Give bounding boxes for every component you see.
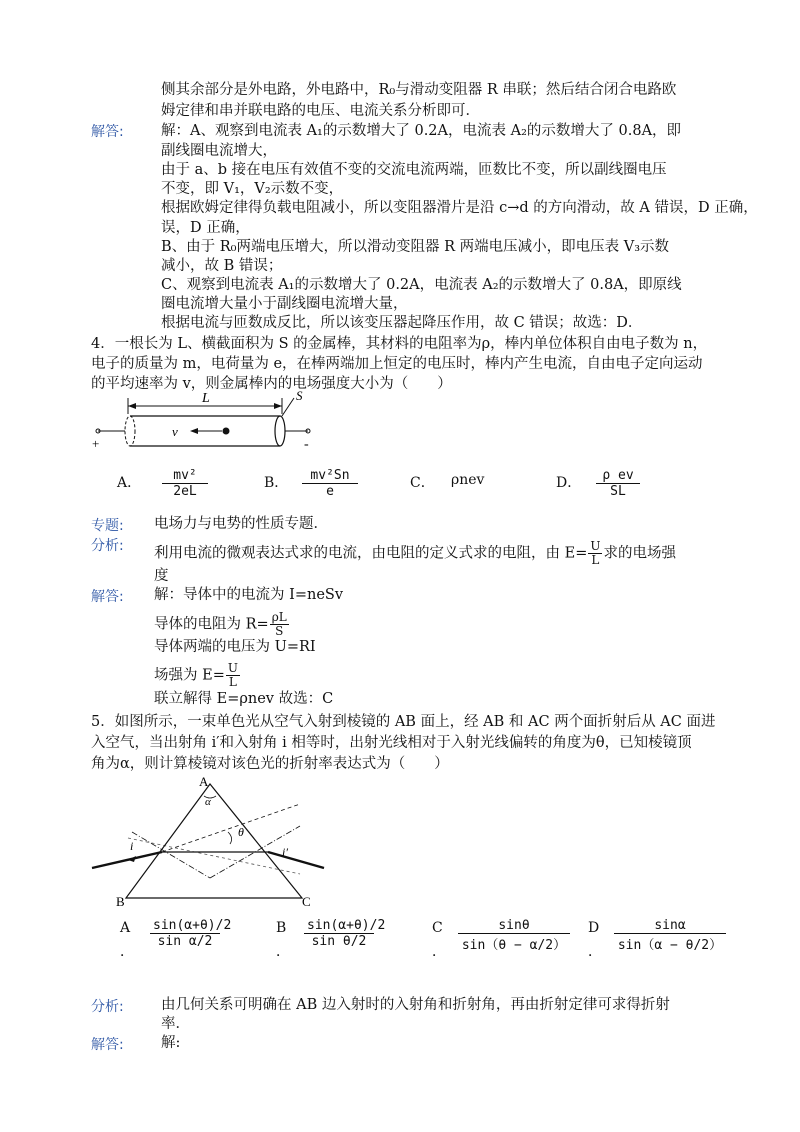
q5-analysis-line: 由几何关系可明确在 AB 边入射时的入射角和折射角，再由折射定律可求得折射	[161, 997, 670, 1013]
q4-analysis-line-2: 度	[154, 568, 169, 584]
q4-option-a-label[interactable]: A．	[117, 475, 142, 491]
label-S: S	[296, 388, 303, 403]
analysis-label: 分析:	[91, 538, 124, 554]
apex-angle-alpha: α	[205, 796, 211, 808]
answer-label: 解答:	[91, 1037, 124, 1053]
prev-analysis-line-2: 姆定律和串并联电路的电压、电流关系分析即可．	[161, 103, 480, 119]
prev-answer-line: 根据电流与匝数成反比，所以该变压器起降压作用，故 C 错误；故选：D．	[161, 315, 643, 331]
q5-option-c-formula[interactable]: sinθ sin（θ − α/2）	[458, 918, 570, 953]
prev-answer-line: C、观察到电流表 A₁的示数增大了 0.2A，电流表 A₂的示数增大了 0.8A，即原线	[161, 277, 682, 293]
vertex-A: A	[199, 774, 209, 789]
electron-dot	[223, 428, 230, 435]
prev-answer-line: 减小，故 B 错误；	[161, 258, 283, 274]
q4-option-c-label[interactable]: C．	[410, 475, 435, 491]
q5-option-a-label[interactable]: A	[120, 920, 131, 936]
topic-label: 专题:	[91, 518, 124, 534]
prev-answer-line: 副线圈电流增大，	[161, 143, 277, 159]
q4-answer-line: 导体两端的电压为 U=RI	[154, 639, 316, 655]
q4-stem-line: 的平均速率为 v，则金属棒内的电场强度大小为（ ）	[91, 376, 452, 392]
q4-option-d-label[interactable]: D．	[556, 475, 582, 491]
q4-topic: 电场力与电势的性质专题．	[154, 516, 328, 532]
plus-terminal: +	[92, 436, 100, 451]
prev-answer-line: 不变，即 V₁，V₂示数不变，	[161, 181, 344, 197]
prev-answer-line: B、由于 R₀两端电压增大，所以滑动变阻器 R 两端电压减小，即电压表 V₃示数	[161, 239, 670, 255]
q4-answer-line: 解：导体中的电流为 I=neSv	[154, 587, 344, 603]
q5-stem-line: 5．如图所示，一束单色光从空气入射到棱镜的 AB 面上，经 AB 和 AC 两个面折射后从 AC 面进	[91, 714, 716, 730]
prev-answer-line: 根据欧姆定律得负载电阻减小，所以变阻器滑片是沿 c→d 的方向滑动，故 A 错误，D 正确，	[161, 200, 758, 216]
prev-answer-line: 由于 a、b 接在电压有效值不变的交流电流两端，匝数比不变，所以副线圈电压	[161, 162, 667, 178]
label-L: L	[202, 391, 210, 406]
answer-label: 解答:	[91, 124, 124, 140]
prev-answer-line: 圈电流增大量小于副线圈电流增大量，	[161, 296, 408, 312]
q5-option-d-dot: ．	[588, 944, 602, 960]
q4-stem-line: 电子的质量为 m，电荷量为 e，在棒两端加上恒定的电压时，棒内产生电流，自由电子定向运动	[91, 356, 703, 372]
prev-answer-line: 误，D 正确，	[161, 220, 250, 236]
answer-label: 解答:	[91, 589, 124, 605]
q5-option-a-dot: ．	[120, 944, 134, 960]
q5-option-c-dot: ．	[432, 944, 446, 960]
q5-option-a-formula[interactable]: sin(α+θ)/2 sin α/2	[150, 918, 220, 949]
q4-answer-line: 场强为 E= $\frac{U}{L}$	[154, 661, 238, 689]
q5-option-d-formula[interactable]: sinα sin（α − θ/2）	[614, 918, 726, 953]
q4-option-d-formula[interactable]: ρ ev SL	[596, 468, 640, 499]
q5-stem-line: 入空气，当出射角 i′和入射角 i 相等时，出射光线相对于入射光线偏转的角度为θ，已知棱镜顶	[91, 735, 692, 751]
q5-option-b-label[interactable]: B	[276, 920, 287, 936]
q5-answer: 解:	[161, 1035, 181, 1051]
incident-angle-i: i	[130, 839, 134, 853]
q5-analysis-line: 率．	[161, 1016, 190, 1032]
minus-terminal: -	[304, 437, 309, 452]
q4-option-c-formula[interactable]: ρnev	[451, 472, 485, 488]
q4-stem-line: 4．一根长为 L、横截面积为 S 的金属棒，其材料的电阻率为ρ，棒内单位体积自由电子数为 n，	[91, 336, 708, 352]
q4-answer-line: 导体的电阻为 R= $\frac{\rho L}{S}$	[154, 610, 287, 638]
vertex-B: B	[116, 894, 125, 909]
q4-option-a-formula[interactable]: mv² 2eL	[162, 468, 208, 499]
q5-option-d-label[interactable]: D	[588, 920, 600, 936]
q5-option-b-formula[interactable]: sin(α+θ)/2 sin θ/2	[304, 918, 374, 949]
prev-answer-line: 解：A、观察到电流表 A₁的示数增大了 0.2A，电流表 A₂的示数增大了 0.8A，即	[161, 123, 682, 139]
vertex-C: C	[302, 894, 311, 909]
metal-rod-figure	[90, 388, 330, 454]
deviation-angle-theta: θ	[238, 825, 244, 839]
q4-option-b-formula[interactable]: mv²Sn e	[302, 468, 358, 499]
q4-analysis-line: 利用电流的微观表达式求的电流，由电阻的定义式求的电阻，由 E= $\frac{U}{L}$ 求的电场强	[154, 539, 676, 567]
prism-figure	[88, 774, 328, 909]
label-v: v	[172, 424, 178, 439]
q4-answer-line: 联立解得 E=ρnev 故选：C	[154, 691, 334, 707]
q4-option-b-label[interactable]: B．	[264, 475, 289, 491]
prev-analysis-line-1: 侧其余部分是外电路，外电路中，R₀与滑动变阻器 R 串联；然后结合闭合电路欧	[161, 82, 677, 98]
analysis-label: 分析:	[91, 999, 124, 1015]
q5-stem-line: 角为α，则计算棱镜对该色光的折射率表达式为（ ）	[91, 756, 449, 772]
exit-angle-i-prime: i′	[282, 845, 288, 859]
q5-option-c-label[interactable]: C	[432, 920, 443, 936]
q5-option-b-dot: ．	[276, 944, 290, 960]
